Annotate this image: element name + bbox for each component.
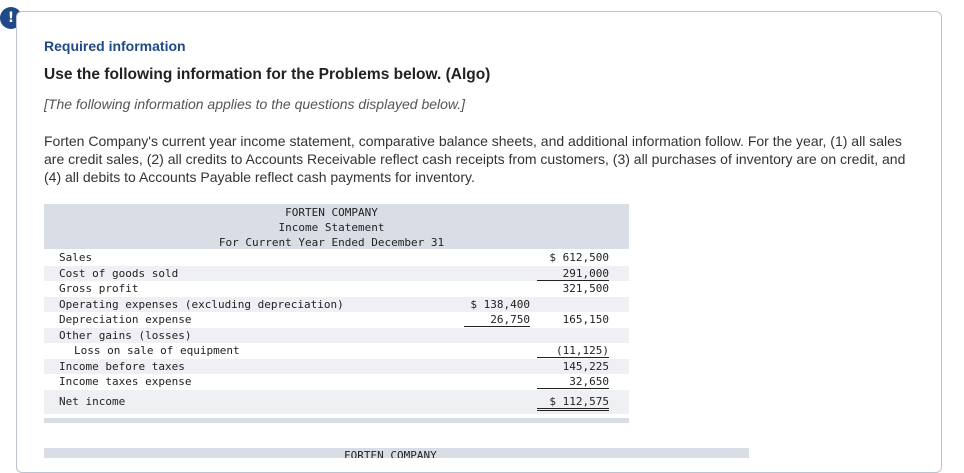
row-label: Cost of goods sold: [59, 266, 179, 280]
table-bottom-bar: [44, 418, 629, 423]
row-label: Net income: [59, 394, 126, 408]
table-row: [44, 312, 629, 328]
row-label: Loss on sale of equipment: [74, 344, 240, 357]
row-amount: 32,650: [537, 375, 609, 389]
table-row: [44, 250, 629, 266]
instruction-subtitle: [The following information applies to the questions displayed below.]: [44, 96, 466, 112]
instruction-title: Use the following information for the Problems below. (Algo): [44, 66, 491, 83]
row-amount: (11,125): [537, 344, 609, 358]
alert-icon: !: [0, 7, 22, 29]
row-amount: 145,225: [562, 359, 609, 373]
row-amount: $ 112,575: [537, 395, 609, 411]
table-row: [44, 390, 629, 414]
row-label: Sales: [59, 251, 93, 264]
next-table-caption: FORTEN COMPANY: [344, 449, 437, 458]
row-amount: 321,500: [562, 282, 609, 295]
row-subtotal: 26,750: [464, 313, 530, 327]
balance-sheet-table-header: [44, 448, 749, 458]
table-row: [44, 343, 629, 359]
company-name: FORTEN COMPANY: [285, 206, 378, 219]
row-amount: 291,000: [537, 267, 609, 281]
required-information-heading: Required information: [44, 38, 186, 54]
statement-period: For Current Year Ended December 31: [218, 236, 445, 249]
table-row: [44, 374, 629, 390]
income-statement-table: [44, 204, 629, 414]
row-subtotal: $ 138,400: [470, 297, 530, 311]
statement-header: [44, 204, 629, 249]
table-row: [44, 297, 629, 313]
row-label: Gross profit: [59, 282, 139, 295]
row-label: Income taxes expense: [59, 375, 192, 388]
row-label: Income before taxes: [59, 359, 185, 373]
table-row: [44, 266, 629, 282]
statement-name: Income Statement: [278, 221, 385, 234]
row-label: Other gains (losses): [59, 328, 192, 342]
row-label: Operating expenses (excluding depreciation): [59, 297, 344, 311]
problem-description: Forten Company's current year income statement, comparative balance sheets, and additional information follow. For the year, (1) all sales are credit sales, (2) all credits to Accounts Receivable reflect cash receipts from customers, (3) all purchases of inventory are on credit, and (4) all debits to Accounts Payable reflect cash payments for inventory.: [44, 133, 906, 185]
row-amount: 165,150: [562, 313, 609, 326]
table-row: [44, 328, 629, 344]
row-label: Depreciation expense: [59, 313, 192, 326]
table-row: [44, 359, 629, 375]
row-amount: $ 612,500: [549, 251, 609, 264]
table-row: [44, 281, 629, 297]
